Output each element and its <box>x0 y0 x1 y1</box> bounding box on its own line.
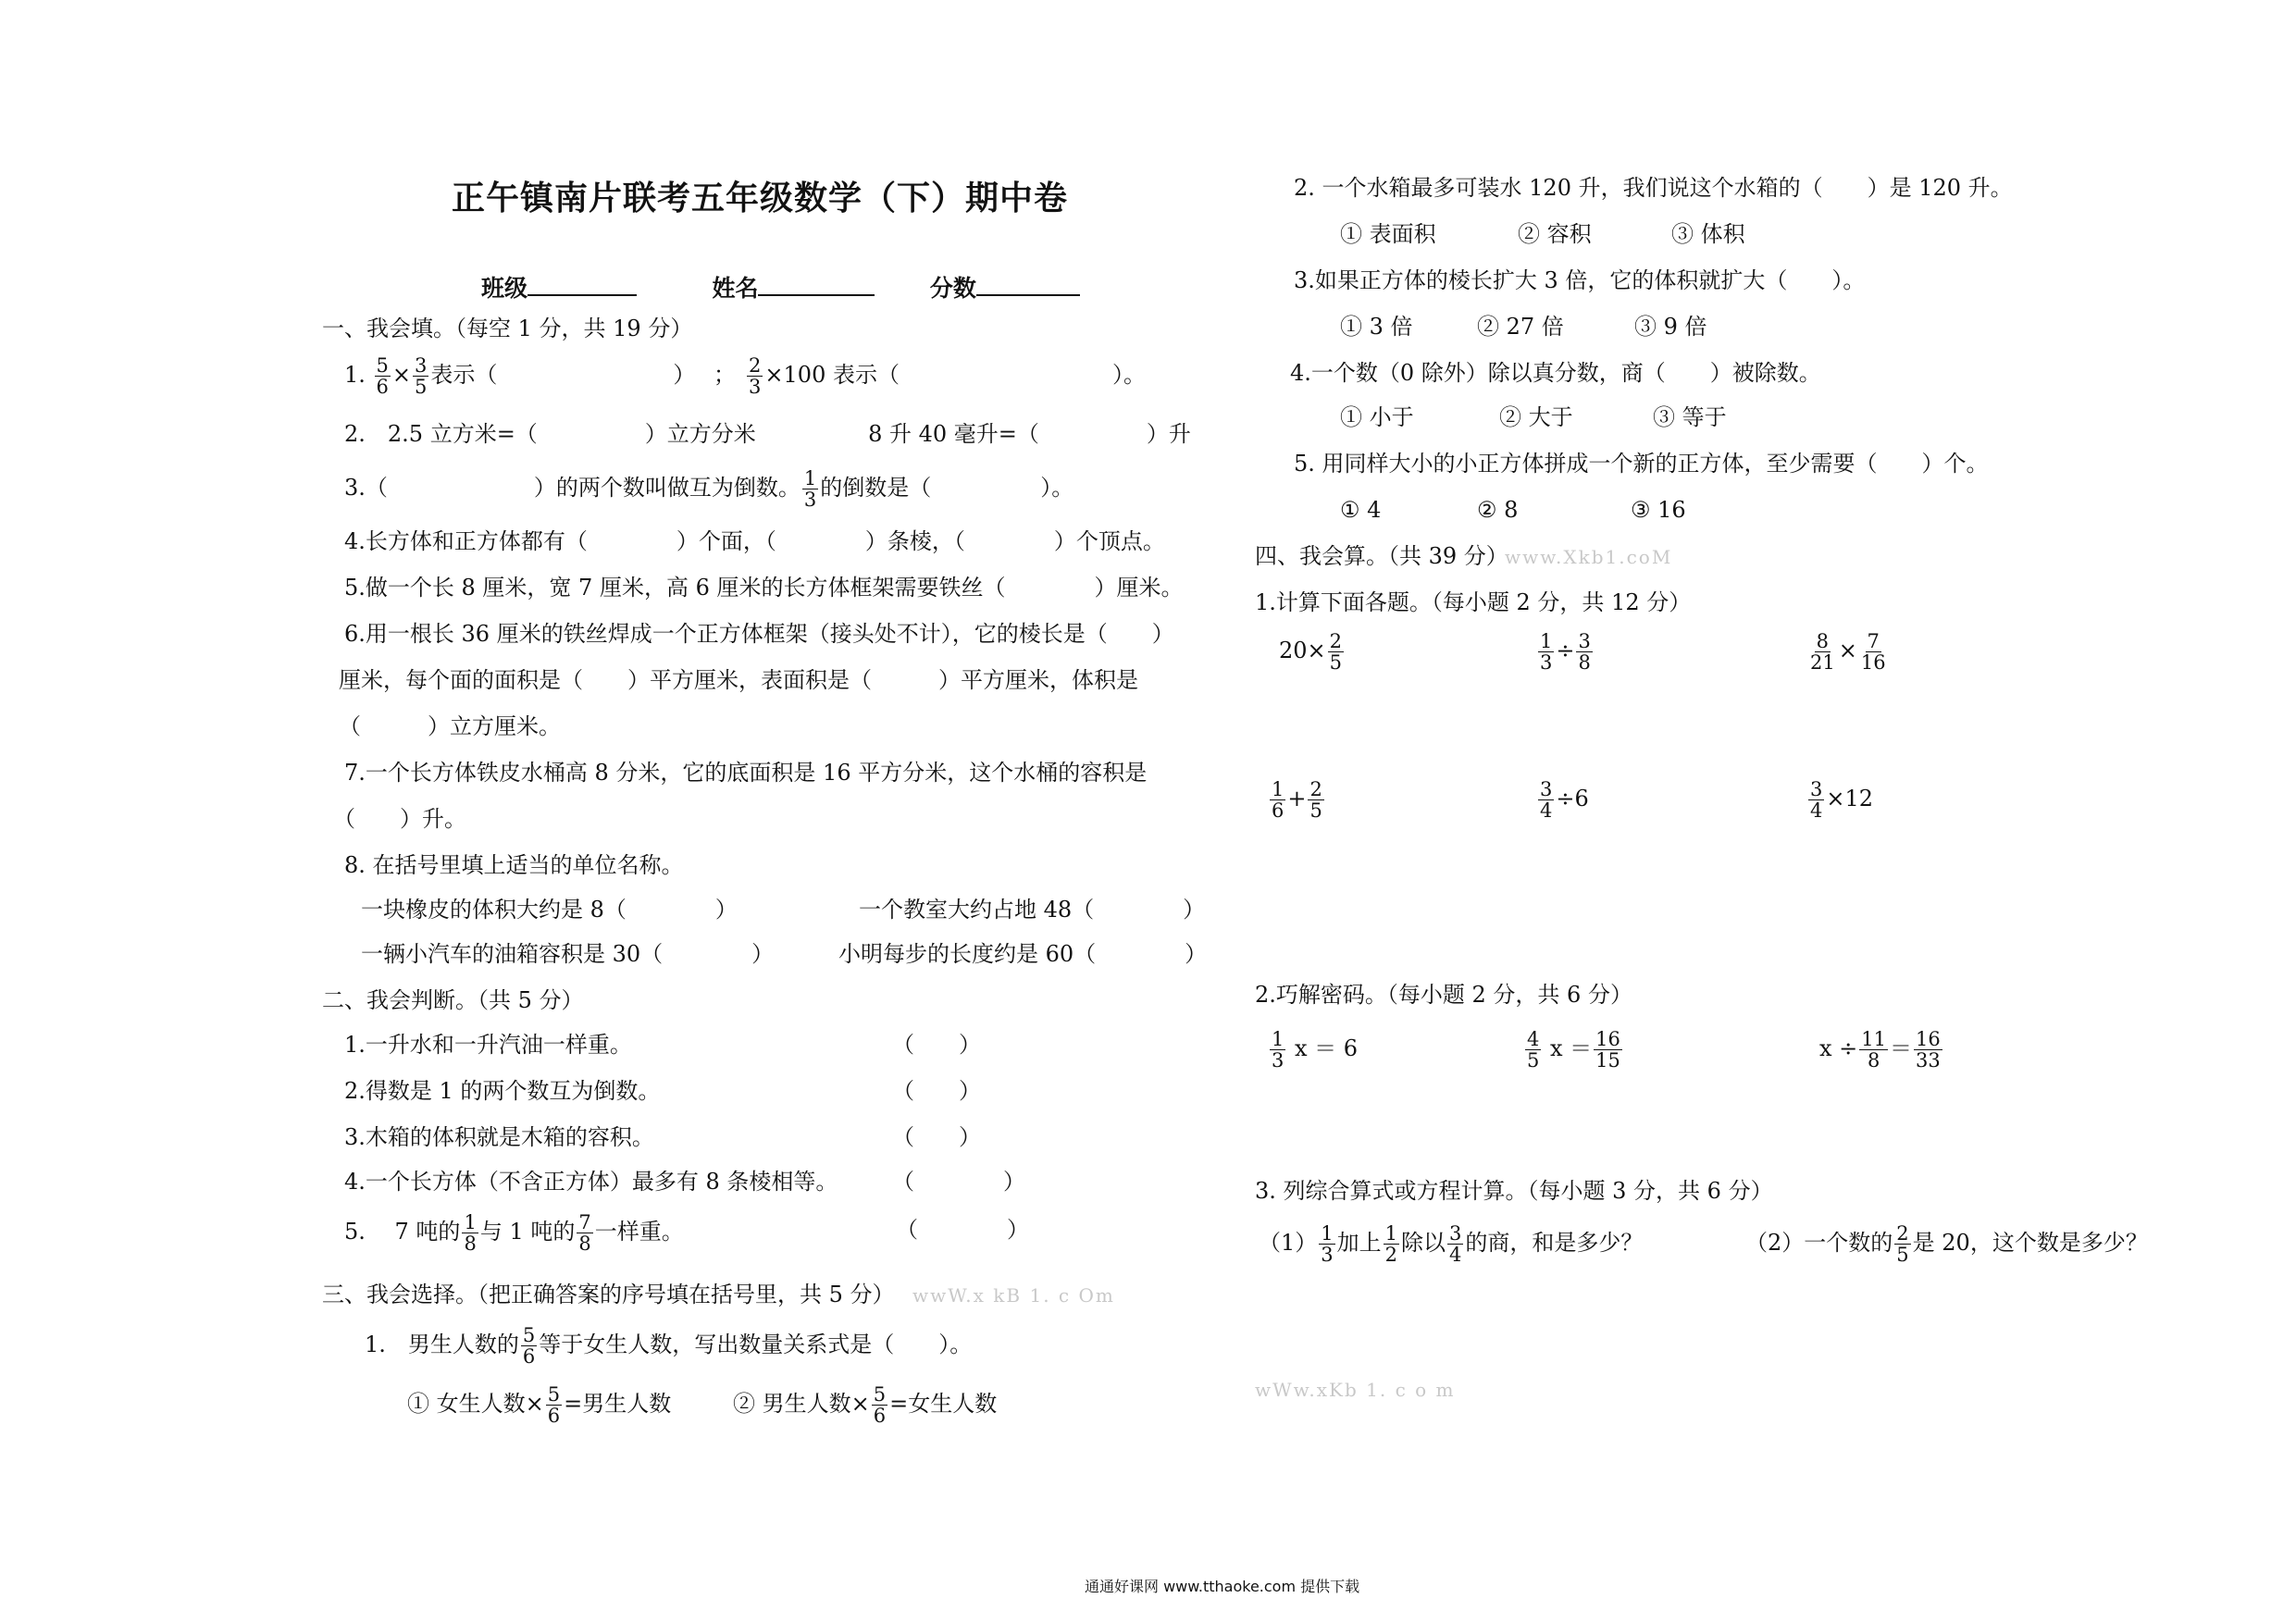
s3-q2-option-2[interactable]: ② 容积 <box>1518 221 1592 247</box>
cipher-2: $\frac{4}{5}$ x ＝ $\frac{16}{15}$ <box>1527 1028 1620 1072</box>
class-label: 班级 <box>481 275 528 302</box>
cipher-3: x ÷ $\frac{11}{8}$ ＝ $\frac{16}{33}$ <box>1819 1028 1941 1072</box>
fraction: $\frac{16}{33}$ <box>1916 1028 1941 1072</box>
fraction: $\frac{5}{6}$ <box>547 1383 561 1427</box>
section-4-heading: 四、我会算。（共 39 分） <box>1255 543 1508 569</box>
fraction: $\frac{5}{6}$ <box>376 354 389 398</box>
s3-q2-option-3[interactable]: ③ 体积 <box>1671 221 1745 247</box>
fraction: $\frac{3}{4}$ <box>1449 1222 1462 1266</box>
s3-q3-option-3[interactable]: ③ 9 倍 <box>1634 314 1707 340</box>
section-2-heading: 二、我会判断。（共 5 分） <box>322 987 584 1013</box>
s3-q2: 2. 一个水箱最多可装水 120 升，我们说这个水箱的（ ）是 120 升。 <box>1294 175 2013 201</box>
s1-q6-line2: 厘米，每个面的面积是（ ）平方厘米，表面积是（ ）平方厘米，体积是 <box>339 667 1138 693</box>
s1-q6-line1: 6.用一根长 36 厘米的铁丝焊成一个正方体框架（接头处不计），它的棱长是（ ） <box>344 621 1174 647</box>
student-info-line <box>481 270 1080 304</box>
calc-5: $\frac{3}{4}$ ÷6 <box>1540 778 1589 822</box>
s3-q1: 1. 男生人数的 $\frac{5}{6}$ 等于女生人数，写出数量关系式是（ ）。 <box>365 1324 973 1368</box>
calc-1: 20× $\frac{2}{5}$ <box>1279 630 1343 674</box>
page-title: 正午镇南片联考五年级数学（下）期中卷 <box>452 179 1069 217</box>
s3-q3: 3.如果正方体的棱长扩大 3 倍，它的体积就扩大（ ）。 <box>1294 267 1866 293</box>
fraction: $\frac{1}{3}$ <box>803 467 817 511</box>
fraction: $\frac{3}{8}$ <box>1578 630 1591 674</box>
s1-q3: 3.（ ）的两个数叫做互为倒数。 $\frac{1}{3}$ 的倒数是（ ）。 <box>344 467 1074 511</box>
s2-q5: 5. 7 吨的 $\frac{1}{8}$ 与 1 吨的 $\frac{7}{8}$ 一样重。 <box>344 1211 684 1255</box>
s1-q8c: 一辆小汽车的油箱容积是 30（ ） <box>361 941 775 967</box>
fraction: $\frac{3}{5}$ <box>415 354 428 398</box>
s1-q2: 2. 2.5 立方米=（ ）立方分米 8 升 40 毫升=（ ）升 <box>344 421 1191 447</box>
calc-3: $\frac{8}{21}$ × $\frac{7}{16}$ <box>1810 630 1886 674</box>
class-blank[interactable] <box>527 270 637 296</box>
fraction: $\frac{3}{4}$ <box>1540 778 1553 822</box>
fraction: $\frac{16}{15}$ <box>1595 1028 1620 1072</box>
fraction: $\frac{3}{4}$ <box>1810 778 1823 822</box>
s1-q6-line3: （ ）立方厘米。 <box>339 713 561 739</box>
s4-part-2: 2.巧解密码。（每小题 2 分，共 6 分） <box>1255 982 1632 1008</box>
section-1-heading: 一、我会填。（每空 1 分，共 19 分） <box>322 316 693 341</box>
s4-part-3: 3. 列综合算式或方程计算。（每小题 3 分，共 6 分） <box>1255 1178 1773 1204</box>
watermark: wwW.x kB 1. c Om <box>912 1284 1115 1307</box>
fraction: $\frac{1}{2}$ <box>1384 1222 1398 1266</box>
word-problem-2: （2）一个数的 $\frac{2}{5}$ 是 20，这个数是多少？ <box>1745 1222 2148 1266</box>
s1-q4: 4.长方体和正方体都有（ ）个面，（ ）条棱，（ ）个顶点。 <box>344 528 1165 554</box>
s2-q4: 4.一个长方体（不含正方体）最多有 8 条棱相等。 <box>344 1169 838 1195</box>
s2-q1-paren[interactable]: （ ） <box>892 1032 981 1058</box>
s2-q5-paren[interactable]: （ ） <box>896 1217 1029 1243</box>
s3-q5-option-3[interactable]: ③ 16 <box>1631 497 1686 523</box>
watermark: www.Xkb1.coM <box>1505 546 1673 568</box>
s2-q3: 3.木箱的体积就是木箱的容积。 <box>344 1124 654 1150</box>
fraction: $\frac{4}{5}$ <box>1527 1028 1540 1072</box>
s3-q1-option-1[interactable]: ① 女生人数× $\frac{5}{6}$ =男生人数 <box>407 1383 672 1427</box>
fraction: $\frac{1}{3}$ <box>1272 1028 1285 1072</box>
s1-q7-line1: 7.一个长方体铁皮水桶高 8 分米，它的底面积是 16 平方分米，这个水桶的容积是 <box>344 760 1148 786</box>
fraction: $\frac{1}{3}$ <box>1540 630 1553 674</box>
fraction: $\frac{7}{16}$ <box>1860 630 1886 674</box>
score-blank[interactable] <box>976 270 1080 296</box>
footer: 通通好课网 www.tthaoke.com 提供下载 <box>1085 1578 1360 1595</box>
s3-q2-option-1[interactable]: ① 表面积 <box>1340 221 1436 247</box>
score-label: 分数 <box>929 275 976 302</box>
s3-q5-option-2[interactable]: ② 8 <box>1477 497 1519 523</box>
fraction: $\frac{2}{5}$ <box>1896 1222 1909 1266</box>
fraction: $\frac{1}{3}$ <box>1321 1222 1334 1266</box>
s2-q2: 2.得数是 1 的两个数互为倒数。 <box>344 1078 661 1104</box>
s1-q8: 8. 在括号里填上适当的单位名称。 <box>344 852 684 878</box>
fraction: $\frac{5}{6}$ <box>522 1324 536 1368</box>
fraction: $\frac{1}{6}$ <box>1272 778 1285 822</box>
s1-q8b: 一个教室大约占地 48（ ） <box>859 897 1206 923</box>
calc-4: $\frac{1}{6}$ + $\frac{2}{5}$ <box>1272 778 1322 822</box>
s1-q8d: 小明每步的长度约是 60（ ） <box>838 941 1208 967</box>
s2-q2-paren[interactable]: （ ） <box>892 1078 981 1104</box>
name-blank[interactable] <box>758 270 875 296</box>
watermark: wWw.xKb 1. c o m <box>1255 1379 1456 1401</box>
word-problem-1: （1） $\frac{1}{3}$ 加上 $\frac{1}{2}$ 除以 $\frac{3}{4}$ 的商，和是多少？ <box>1259 1222 1644 1266</box>
s3-q3-option-1[interactable]: ① 3 倍 <box>1340 314 1413 340</box>
fraction: $\frac{5}{6}$ <box>873 1383 887 1427</box>
s3-q4-option-2[interactable]: ② 大于 <box>1499 404 1573 430</box>
s3-q4-option-3[interactable]: ③ 等于 <box>1653 404 1727 430</box>
s3-q5-option-1[interactable]: ① 4 <box>1340 497 1382 523</box>
s2-q1: 1.一升水和一升汽油一样重。 <box>344 1032 632 1058</box>
fraction: $\frac{2}{5}$ <box>1329 630 1343 674</box>
s3-q4: 4.一个数（0 除外）除以真分数，商（ ）被除数。 <box>1290 360 1821 386</box>
fraction: $\frac{11}{8}$ <box>1861 1028 1887 1072</box>
s2-q4-paren[interactable]: （ ） <box>892 1169 1025 1195</box>
s4-part-1: 1.计算下面各题。（每小题 2 分，共 12 分） <box>1255 589 1692 615</box>
calc-2: $\frac{1}{3}$ ÷ $\frac{3}{8}$ <box>1540 630 1591 674</box>
s3-q1-option-2[interactable]: ② 男生人数× $\frac{5}{6}$ =女生人数 <box>733 1383 998 1427</box>
s1-q7-line2: （ ）升。 <box>333 806 466 832</box>
name-label: 姓名 <box>712 275 759 302</box>
s3-q3-option-2[interactable]: ② 27 倍 <box>1477 314 1564 340</box>
s2-q3-paren[interactable]: （ ） <box>892 1124 981 1150</box>
calc-6: $\frac{3}{4}$ ×12 <box>1810 778 1874 822</box>
s1-q8a: 一块橡皮的体积大约是 8（ ） <box>361 897 738 923</box>
fraction: $\frac{1}{8}$ <box>464 1211 477 1255</box>
section-3-heading: 三、我会选择。（把正确答案的序号填在括号里，共 5 分） <box>322 1282 895 1307</box>
fraction: $\frac{8}{21}$ <box>1810 630 1835 674</box>
s1-q1: 1. $\frac{5}{6}$ × $\frac{3}{5}$ 表示（ ） ； $\frac{2}{3}$ ×100 表示（ ）。 <box>344 354 1146 398</box>
s3-q4-option-1[interactable]: ① 小于 <box>1340 404 1414 430</box>
cipher-1: $\frac{1}{3}$ x ＝ 6 <box>1272 1028 1359 1072</box>
fraction: $\frac{2}{3}$ <box>749 354 762 398</box>
fraction: $\frac{7}{8}$ <box>578 1211 591 1255</box>
fraction: $\frac{2}{5}$ <box>1309 778 1322 822</box>
s1-q5: 5.做一个长 8 厘米，宽 7 厘米，高 6 厘米的长方体框架需要铁丝（ ）厘米。 <box>344 575 1184 601</box>
s3-q5: 5. 用同样大小的小正方体拼成一个新的正方体，至少需要（ ）个。 <box>1294 451 1989 477</box>
